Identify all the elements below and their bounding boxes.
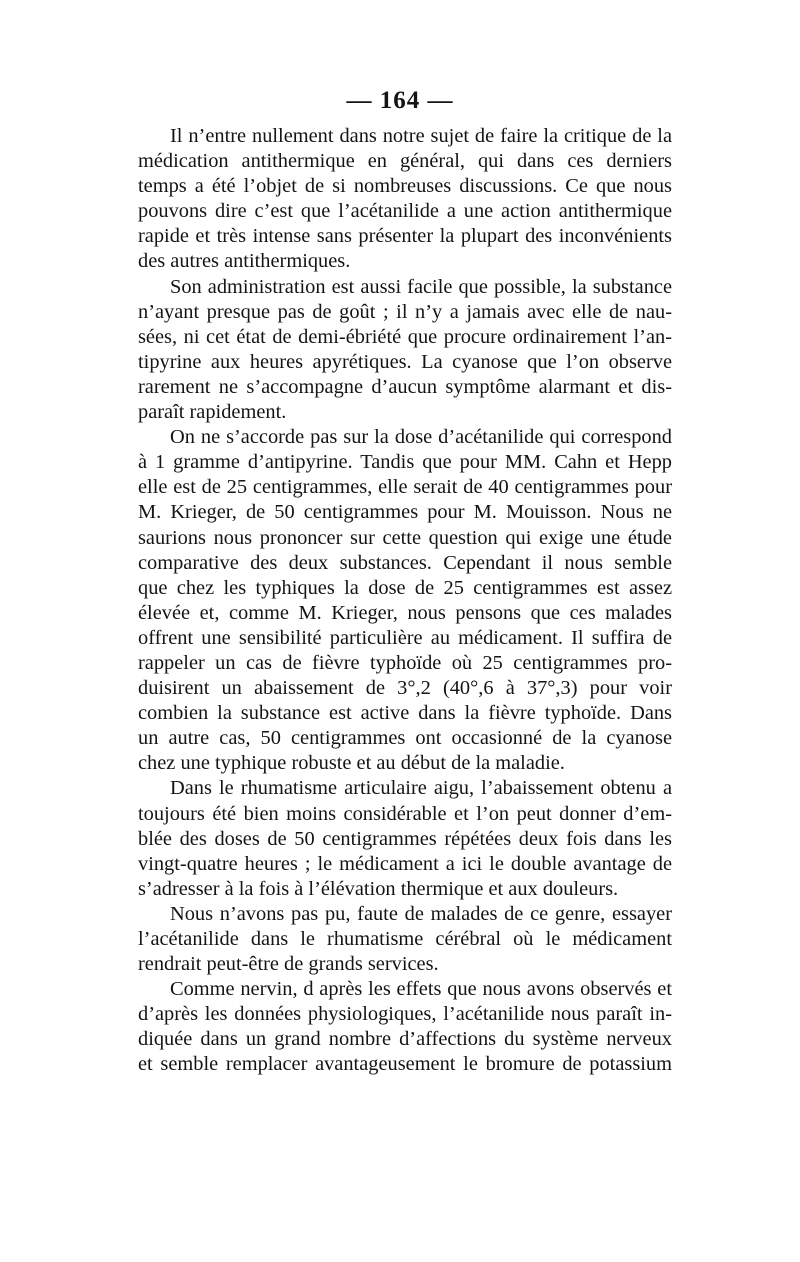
text-line: Son administration est aussi facile que possible, la substance bbox=[170, 275, 672, 298]
text-line: à 1 gramme d’antipyrine. Tandis que pour MM. Cahn et Hepp bbox=[138, 451, 672, 474]
text-line: Dans le rhumatisme articulaire aigu, l’abaissement obtenu a bbox=[170, 777, 672, 800]
text-line: temps a été l’objet de si nombreuses discussions. Ce que nous bbox=[138, 175, 672, 198]
paragraph-dosage bbox=[138, 425, 672, 776]
paragraph-cerebral-rheumatism bbox=[138, 902, 672, 977]
paragraph-administration bbox=[138, 275, 672, 426]
text-line: sées, ni cet état de demi-ébriété que procure ordinairement l’an- bbox=[138, 325, 672, 348]
body-text bbox=[138, 124, 672, 1078]
text-line: duisirent un abaissement de 3°,2 (40°,6 à 37°,3) pour voir bbox=[138, 677, 672, 700]
page-number: — 164 — bbox=[346, 87, 454, 114]
text-line: Il n’entre nullement dans notre sujet de faire la critique de la bbox=[170, 125, 672, 147]
text-line: n’ayant presque pas de goût ; il n’y a jamais avec elle de nau- bbox=[138, 300, 672, 323]
text-line: vingt-quatre heures ; le médicament a ici le double avantage de bbox=[138, 852, 672, 875]
text-line: combien la substance est active dans la fièvre typhoïde. Dans bbox=[138, 702, 672, 725]
text-line: paraît rapidement. bbox=[138, 401, 287, 424]
text-line: rappeler un cas de fièvre typhoïde où 25 centigrammes pro- bbox=[138, 651, 672, 674]
paragraph-rheumatism bbox=[138, 776, 672, 901]
text-line: elle est de 25 centigrammes, elle serait de 40 centigrammes pour bbox=[138, 476, 672, 499]
text-line: et semble remplacer avantageusement le bromure de potassium bbox=[138, 1053, 672, 1076]
text-line: toujours été bien moins considérable et l’on peut donner d’em- bbox=[138, 802, 672, 825]
text-line: rarement ne s’accompagne d’aucun symptôme alarmant et dis- bbox=[138, 375, 672, 398]
text-line: rapide et très intense sans présenter la plupart des inconvénients bbox=[138, 225, 672, 248]
text-line: des autres antithermiques. bbox=[138, 250, 351, 273]
paragraph-antithermic-medication bbox=[138, 124, 672, 275]
text-line: blée des doses de 50 centigrammes répétées deux fois dans les bbox=[138, 827, 672, 850]
text-line: l’acétanilide dans le rhumatisme cérébral où le médicament bbox=[138, 928, 672, 950]
text-line: comparative des deux substances. Cependant il nous semble bbox=[138, 551, 672, 574]
text-line: que chez les typhiques la dose de 25 centigrammes est assez bbox=[138, 576, 672, 599]
text-line: offrent une sensibilité particulière au médicament. Il suffira de bbox=[138, 626, 672, 649]
text-line: élevée et, comme M. Krieger, nous pensons que ces malades bbox=[138, 601, 672, 624]
paragraph-nervine bbox=[138, 977, 672, 1077]
text-line: d’après les données physiologiques, l’acétanilide nous paraît in- bbox=[138, 1003, 672, 1026]
text-line: saurions nous prononcer sur cette question qui exige une étude bbox=[138, 526, 672, 549]
text-line: Comme nervin, d après les effets que nous avons observés et bbox=[170, 978, 672, 1001]
text-line: médication antithermique en général, qui dans ces derniers bbox=[138, 150, 672, 173]
text-line: pouvons dire c’est que l’acétanilide a une action antithermique bbox=[138, 200, 672, 223]
text-line: On ne s’accorde pas sur la dose d’acétanilide qui correspond bbox=[170, 426, 672, 449]
text-line: diquée dans un grand nombre d’affections du système nerveux bbox=[138, 1028, 672, 1051]
text-line: un autre cas, 50 centigrammes ont occasionné de la cyanose bbox=[138, 727, 672, 750]
text-line: chez une typhique robuste et au début de la maladie. bbox=[138, 752, 565, 775]
text-line: tipyrine aux heures apyrétiques. La cyanose que l’on observe bbox=[138, 350, 672, 373]
text-line: Nous n’avons pas pu, faute de malades de ce genre, essayer bbox=[170, 902, 672, 925]
text-line: rendrait peut-être de grands services. bbox=[138, 953, 439, 976]
text-line: s’adresser à la fois à l’élévation thermique et aux douleurs. bbox=[138, 877, 619, 900]
text-line: M. Krieger, de 50 centigrammes pour M. Mouisson. Nous ne bbox=[138, 501, 672, 524]
